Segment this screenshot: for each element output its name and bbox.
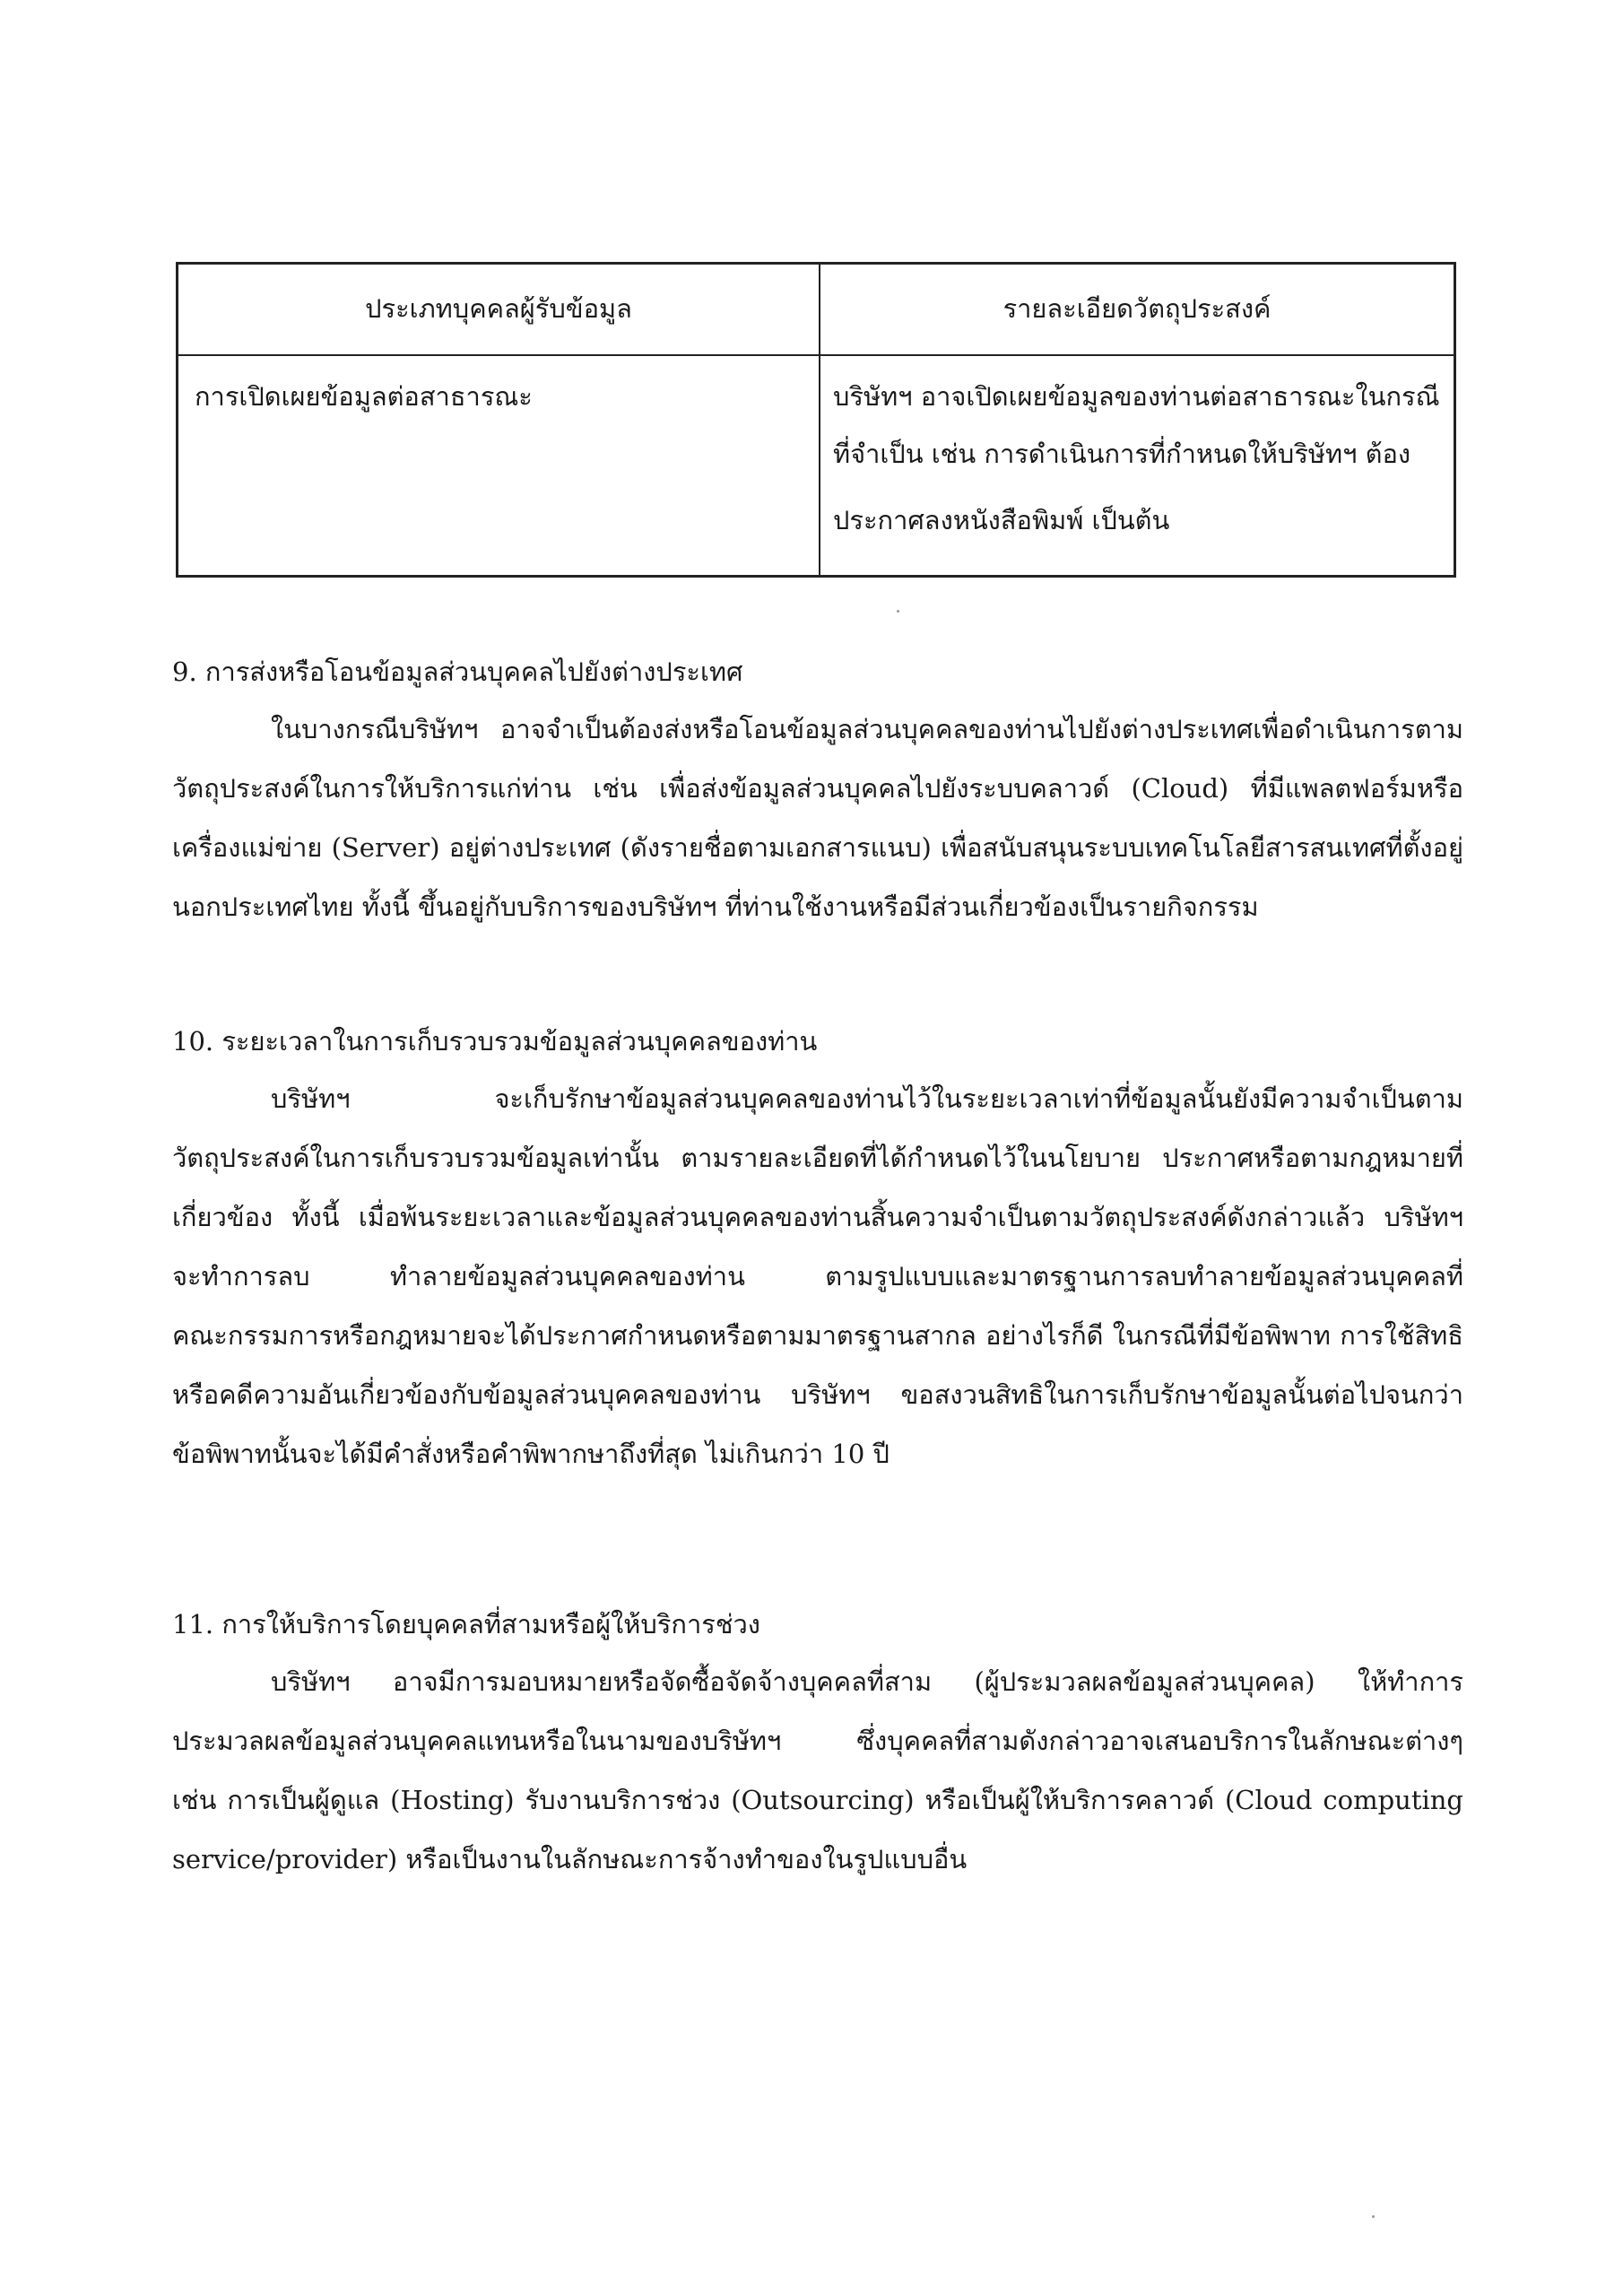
section-heading: 9. การส่งหรือโอนข้อมูลส่วนบุคคลไปยังต่างประเทศ	[172, 657, 743, 687]
paragraph-line: บริษัทฯ อาจมีการมอบหมายหรือจัดซื้อจัดจ้างบุคคลที่สาม (ผู้ประมวลผลข้อมูลส่วนบุคคล) ให้ทำการ	[271, 1666, 1463, 1697]
cell-line: ที่จำเป็น เช่น การดำเนินการที่กำหนดให้บริษัทฯ ต้อง	[833, 439, 1411, 469]
paragraph-line: เช่น การเป็นผู้ดูแล (Hosting) รับงานบริการช่วง (Outsourcing) หรือเป็นผู้ให้บริการคลาวด์ (Cloud computing	[172, 1785, 1463, 1815]
paragraph-line: จะทำการลบ ทำลายข้อมูลส่วนบุคคลของท่าน ตามรูปแบบและมาตรฐานการลบทำลายข้อมูลส่วนบุคคลที่	[172, 1261, 1463, 1292]
paragraph-line: คณะกรรมการหรือกฎหมายจะได้ประกาศกำหนดหรือตามมาตรฐานสากล อย่างไรก็ดี ในกรณีที่มีข้อพิพาท การใช้สิทธิ	[172, 1320, 1463, 1351]
table-header-recipient-type: ประเภทบุคคลผู้รับข้อมูล	[365, 293, 632, 324]
section-heading: 11. การให้บริการโดยบุคคลที่สามหรือผู้ให้บริการช่วง	[172, 1609, 760, 1639]
cell-line: ประกาศลงหนังสือพิมพ์ เป็นต้น	[833, 505, 1170, 535]
table-header-divider	[178, 354, 1454, 356]
section-9	[172, 644, 1463, 936]
table-header-purpose-detail: รายละเอียดวัตถุประสงค์	[1002, 293, 1271, 324]
section-heading: 10. ระยะเวลาในการเก็บรวบรวมข้อมูลส่วนบุคคลของท่าน	[172, 1026, 818, 1057]
section-11	[172, 1596, 1463, 1889]
table-cell-recipient-type	[195, 372, 804, 421]
paragraph-line: วัตถุประสงค์ในการให้บริการแก่ท่าน เช่น เพื่อส่งข้อมูลส่วนบุคคลไปยังระบบคลาวด์ (Cloud) ที่มีแพลตฟอร์มหรือ	[172, 773, 1463, 804]
paragraph-line: ประมวลผลข้อมูลส่วนบุคคลแทนหรือในนามของบริษัทฯ ซึ่งบุคคลที่สามดังกล่าวอาจเสนอบริการในลักษณะต่างๆ	[172, 1726, 1463, 1756]
paragraph-line: วัตถุประสงค์ในการเก็บรวบรวมข้อมูลเท่านั้น ตามรายละเอียดที่ได้กำหนดไว้ในนโยบาย ประกาศหรือตามกฎหมายที่	[172, 1143, 1463, 1173]
paragraph-line: หรือคดีความอันเกี่ยวข้องกับข้อมูลส่วนบุคคลของท่าน บริษัทฯ ขอสงวนสิทธิในการเก็บรักษาข้อมูลนั้นต่อไปจนกว่า	[172, 1379, 1463, 1410]
cell-text: การเปิดเผยข้อมูลต่อสาธารณะ	[195, 381, 533, 412]
paragraph-line: เกี่ยวข้อง ทั้งนี้ เมื่อพ้นระยะเวลาและข้อมูลส่วนบุคคลของท่านสิ้นความจำเป็นตามวัตถุประสงค์ดังกล่าวแล้ว บริษัทฯ	[172, 1202, 1463, 1232]
paragraph-line: ข้อพิพาทนั้นจะได้มีคำสั่งหรือคำพิพากษาถึงที่สุด ไม่เกินกว่า 10 ปี	[172, 1439, 890, 1469]
paragraph-line: ในบางกรณีบริษัทฯ อาจจำเป็นต้องส่งหรือโอนข้อมูลส่วนบุคคลของท่านไปยังต่างประเทศเพื่อดำเนินการตาม	[271, 714, 1463, 744]
paragraph-line: service/provider) หรือเป็นงานในลักษณะการจ้างทำของในรูปแบบอื่น	[172, 1844, 968, 1874]
paragraph-line: บริษัทฯ จะเก็บรักษาข้อมูลส่วนบุคคลของท่านไว้ในระยะเวลาเท่าที่ข้อมูลนั้นยังมีความจำเป็นตาม	[271, 1083, 1463, 1114]
cell-line: บริษัทฯ อาจเปิดเผยข้อมูลของท่านต่อสาธารณะในกรณี	[833, 381, 1440, 412]
table-cell-purpose-detail	[833, 372, 1443, 553]
scan-speck	[897, 610, 899, 613]
paragraph-line: เครื่องแม่ข่าย (Server) อยู่ต่างประเทศ (ดังรายชื่อตามเอกสารแนบ) เพื่อสนับสนุนระบบเทคโนโลยีสารสนเทศที่ตั้งอยู่	[172, 832, 1463, 863]
section-10	[172, 1013, 1463, 1483]
recipient-table	[176, 262, 1456, 578]
scan-speck	[1372, 2215, 1375, 2218]
paragraph-line: นอกประเทศไทย ทั้งนี้ ขึ้นอยู่กับบริการของบริษัทฯ ที่ท่านใช้งานหรือมีส่วนเกี่ยวข้องเป็นรายกิจกรรม	[172, 891, 1259, 922]
